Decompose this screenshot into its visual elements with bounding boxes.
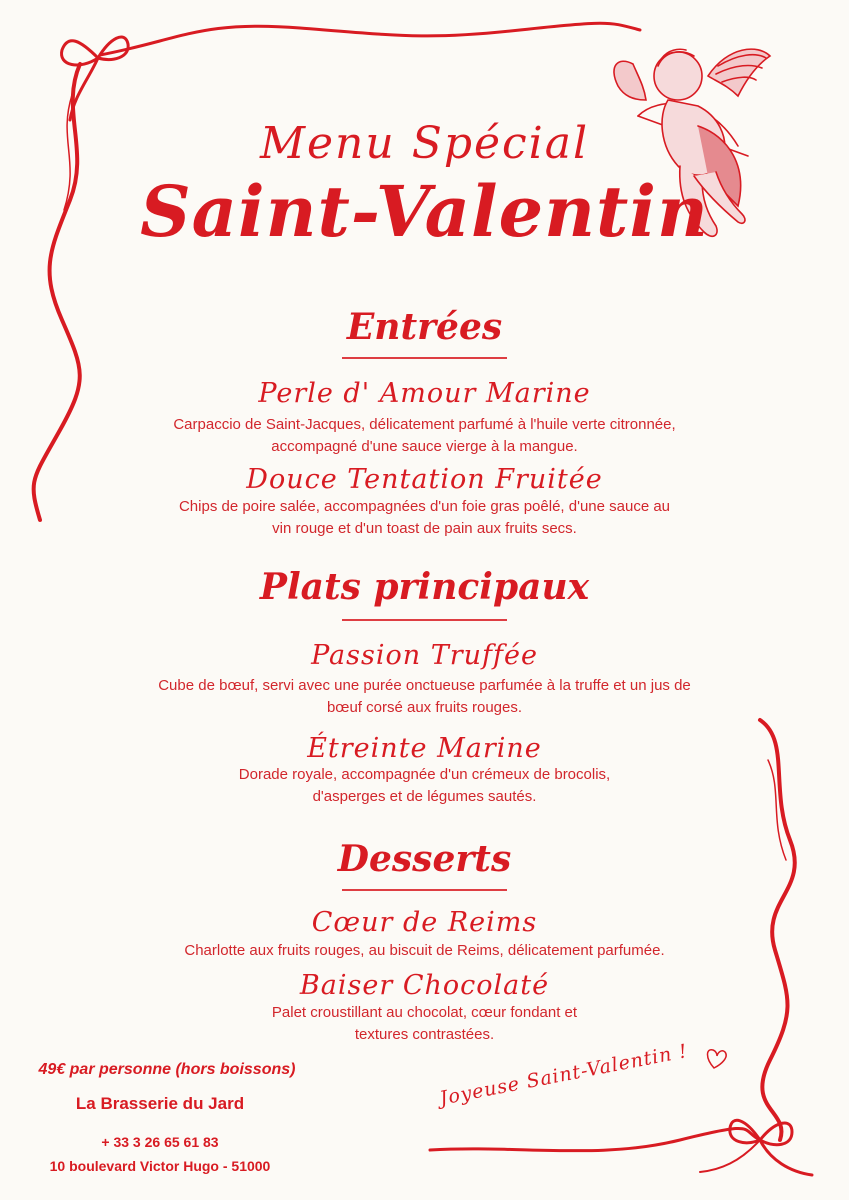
dish-description-line: accompagné d'une sauce vierge à la mangue. bbox=[271, 438, 578, 455]
dish-description-line: Charlotte aux fruits rouges, au biscuit de Reims, délicatement parfumée. bbox=[184, 942, 665, 959]
dish-description-line: Carpaccio de Saint-Jacques, délicatement parfumé à l'huile verte citronnée, bbox=[173, 416, 676, 433]
dish-description-line: Chips de poire salée, accompagnées d'un foie gras poêlé, d'une sauce au bbox=[178, 498, 671, 515]
section-title-plats: Plats principaux bbox=[259, 566, 590, 608]
phone-number: + 33 3 26 65 61 83 bbox=[101, 1134, 219, 1150]
dish-description bbox=[40, 496, 809, 540]
menu-title: Menu Spécial bbox=[259, 118, 590, 169]
dish-description-line: Dorade royale, accompagnée d'un crémeux de brocolis, bbox=[238, 766, 611, 783]
section-title-entrees: Entrées bbox=[346, 306, 503, 348]
dish-description-line: d'asperges et de légumes sautés. bbox=[312, 788, 537, 805]
price-per-person: 49€ par personne (hors boissons) bbox=[38, 1061, 296, 1078]
dish-description-line: Palet croustillant au chocolat, cœur fondant et bbox=[271, 1004, 578, 1021]
dish-description bbox=[40, 414, 809, 458]
dish-name: Cœur de Reims bbox=[311, 907, 538, 938]
dish-description bbox=[40, 675, 809, 719]
dish-name: Étreinte Marine bbox=[307, 733, 542, 764]
restaurant-address: 10 boulevard Victor Hugo - 51000 bbox=[49, 1158, 271, 1174]
section-title-desserts: Desserts bbox=[337, 838, 512, 880]
dish-description-line: bœuf corsé aux fruits rouges. bbox=[326, 699, 523, 716]
dish-description-line: vin rouge et d'un toast de pain aux fruits secs. bbox=[272, 520, 577, 537]
dish-description-line: textures contrastées. bbox=[354, 1026, 495, 1043]
dish-description bbox=[40, 940, 809, 962]
menu-subtitle: Saint-Valentin bbox=[140, 170, 709, 253]
dish-name: Baiser Chocolaté bbox=[299, 970, 550, 1001]
dish-description bbox=[40, 764, 809, 808]
dish-name: Passion Truffée bbox=[311, 640, 538, 671]
section-underline bbox=[342, 619, 507, 621]
dish-name: Douce Tentation Fruitée bbox=[246, 464, 603, 495]
restaurant-name: La Brasserie du Jard bbox=[75, 1094, 245, 1113]
section-underline bbox=[342, 889, 507, 891]
closing-greeting: Joyeuse Saint-Valentin ! bbox=[437, 1040, 690, 1110]
dish-name: Perle d' Amour Marine bbox=[258, 378, 591, 409]
section-underline bbox=[342, 357, 507, 359]
dish-description-line: Cube de bœuf, servi avec une purée onctueuse parfumée à la truffe et un jus de bbox=[158, 677, 691, 694]
